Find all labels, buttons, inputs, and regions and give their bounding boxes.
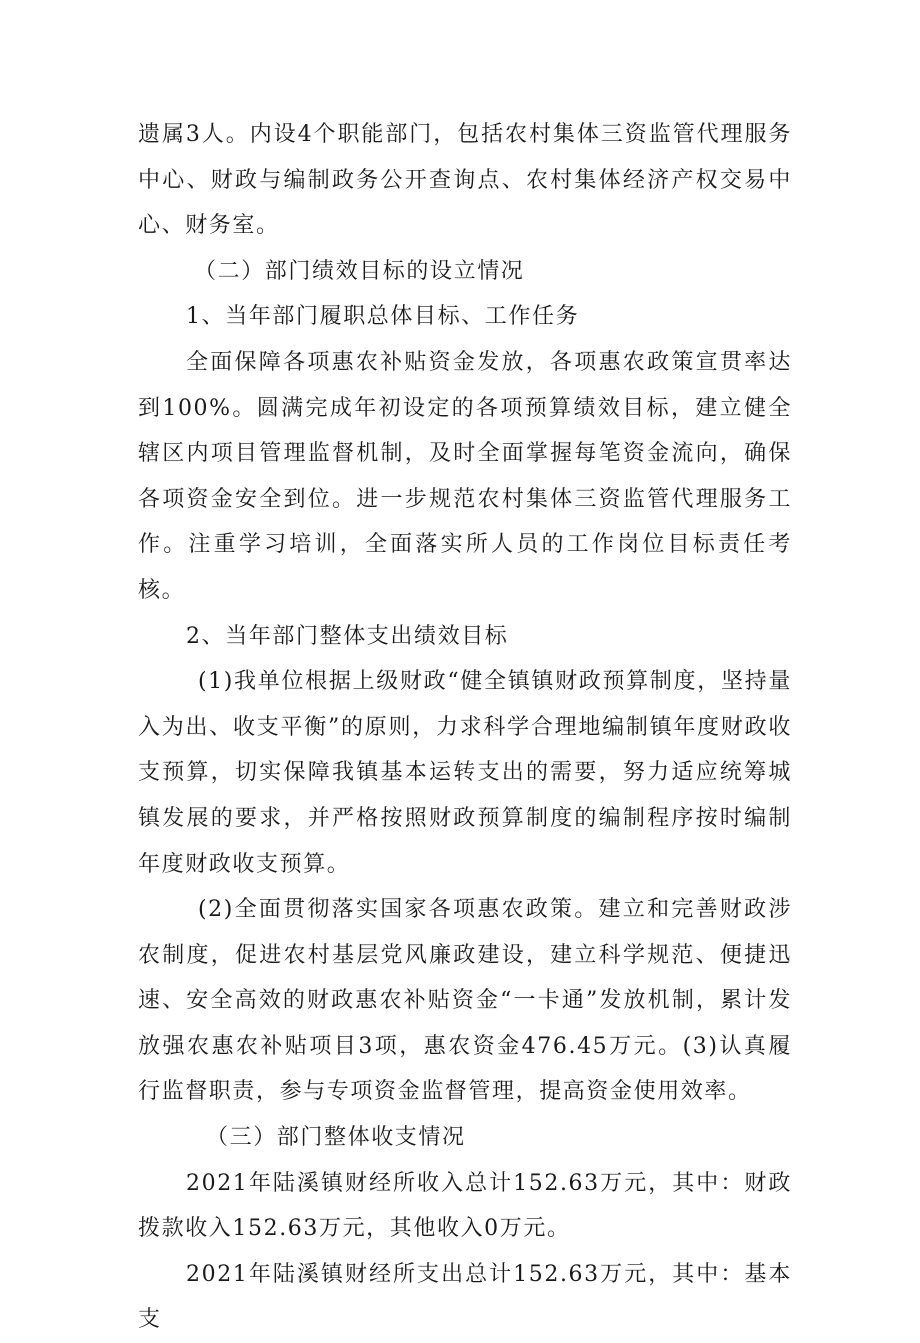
paragraph-staff-and-departments: 遗属3人。内设4个职能部门，包括农村集体三资监管代理服务中心、财政与编制政务公开查询点、农村集体经济产权交易中心、财务室。	[138, 122, 792, 239]
paragraph-overall-targets: 全面保障各项惠农补贴资金发放，各项惠农政策宣贯率达到100%。圆满完成年初设定的各项预算绩效目标，建立健全辖区内项目管理监督机制，及时全面掌握每笔资金流向，确保各项资金安全到位。进一步规范农村集体三资监管代理服务工作。注重学习培训，全面落实所人员的工作岗位目标责任考核。	[138, 349, 792, 603]
paragraph-income-total: 2021年陆溪镇财经所收入总计152.63万元，其中：财政拨款收入152.63万元，其他收入0万元。	[138, 1170, 792, 1242]
subheading-overall-targets: 1、当年部门履职总体目标、工作任务	[186, 304, 580, 330]
document-body	[138, 112, 792, 1343]
subheading-expenditure-goals: 2、当年部门整体支出绩效目标	[186, 623, 509, 649]
paragraph-expenditure-total: 2021年陆溪镇财经所支出总计152.63万元，其中：基本支	[138, 1261, 792, 1333]
paragraph-agricultural-subsidies: (2)全面贯彻落实国家各项惠农政策。建立和完善财政涉农制度，促进农村基层党风廉政建设，建立科学规范、便捷迅速、安全高效的财政惠农补贴资金“一卡通”发放机制，累计发放强农惠农补贴项目3项，惠农资金476.45万元。(3)认真履行监督职责，参与专项资金监督管理，提高资金使用效率。	[138, 897, 792, 1105]
paragraph-budget-compilation: (1)我单位根据上级财政“健全镇镇财政预算制度，坚持量入为出、收支平衡”的原则，力求科学合理地编制镇年度财政收支预算，切实保障我镇基本运转支出的需要，努力适应统筹城镇发展的要求，并严格按照财政预算制度的编制程序按时编制年度财政收支预算。	[138, 669, 792, 877]
section-heading-income-expenditure: （三）部门整体收支情况	[206, 1125, 466, 1151]
section-heading-performance-goals: （二）部门绩效目标的设立情况	[194, 258, 525, 284]
